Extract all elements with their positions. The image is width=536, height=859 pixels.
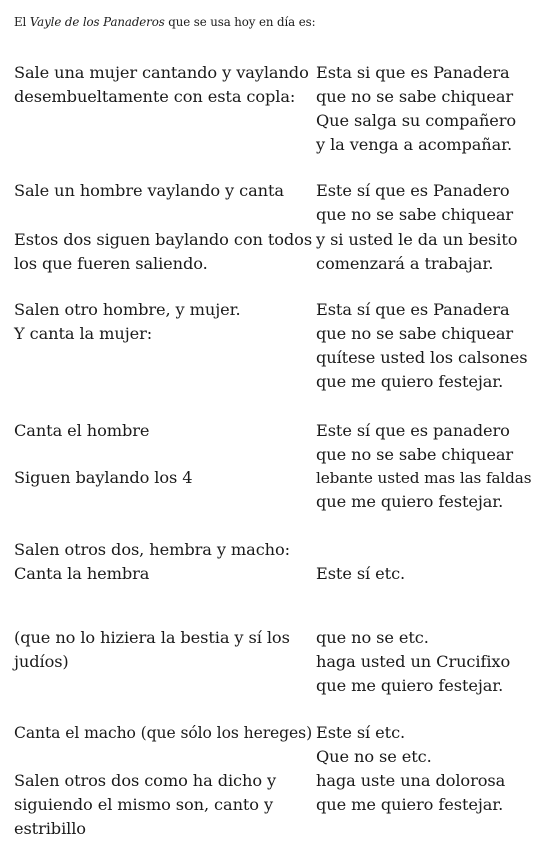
verse-line: que me quiero festejar. (316, 795, 504, 814)
direction-line: judíos) (14, 652, 69, 671)
verse-line: que me quiero festejar. (316, 676, 504, 695)
direction-line: desembueltamente con esta copla: (14, 87, 296, 106)
verse-line: Este sí etc. (316, 723, 406, 742)
verse-line: y si usted le da un besito (316, 230, 518, 249)
verse-line: haga uste una dolorosa (316, 771, 506, 790)
direction-line: Sale una mujer cantando y vaylando (14, 63, 309, 82)
intro-after: que se usa hoy en día es: (164, 15, 316, 29)
direction-line: (que no lo hiziera la bestia y sí los (14, 628, 290, 647)
direction-line: Canta el hombre (14, 421, 150, 440)
verse-line: Que no se etc. (316, 747, 432, 766)
verse-line: comenzará a trabajar. (316, 254, 494, 273)
verse-line: Esta si que es Panadera (316, 63, 510, 82)
verse-line: Este sí etc. (316, 564, 406, 583)
direction-line: siguiendo el mismo son, canto y (14, 795, 274, 814)
verse-line: que no se sabe chiquear (316, 87, 514, 106)
direction-line: Canta la hembra (14, 564, 150, 583)
verse-line: quítese usted los calsones (316, 348, 528, 367)
verse-line: lebante usted mas las faldas (316, 469, 532, 487)
verse-line: que no se sabe chiquear (316, 324, 514, 343)
verse-line: Esta sí que es Panadera (316, 300, 510, 319)
direction-line: estribillo (14, 819, 86, 838)
verse-line: Este sí que es panadero (316, 421, 510, 440)
intro-line (14, 10, 315, 34)
verse-line: que me quiero festejar. (316, 492, 504, 511)
direction-line: Siguen baylando los 4 (14, 468, 193, 487)
verse-line: haga usted un Crucifixo (316, 652, 511, 671)
dance-title: Vayle de los Panaderos (29, 15, 165, 29)
verse-line: que no se etc. (316, 628, 429, 647)
direction-line: Salen otros dos, hembra y macho: (14, 540, 290, 559)
direction-line: Salen otros dos como ha dicho y (14, 771, 277, 790)
verse-line: y la venga a acompañar. (316, 135, 513, 154)
direction-line: Salen otro hombre, y mujer. (14, 300, 241, 319)
verse-line: que no se sabe chiquear (316, 445, 514, 464)
direction-line: Sale un hombre vaylando y canta (14, 181, 284, 200)
verse-line: Que salga su compañero (316, 111, 517, 130)
intro-before: El (14, 15, 30, 29)
direction-line: Canta el macho (que sólo los hereges) (14, 724, 313, 742)
verse-line: que no se sabe chiquear (316, 205, 514, 224)
direction-line: Y canta la mujer: (14, 324, 153, 343)
direction-line: los que fueren saliendo. (14, 254, 208, 273)
verse-line: que me quiero festejar. (316, 372, 504, 391)
verse-line: Este sí que es Panadero (316, 181, 510, 200)
direction-line: Estos dos siguen baylando con todos (14, 230, 313, 249)
